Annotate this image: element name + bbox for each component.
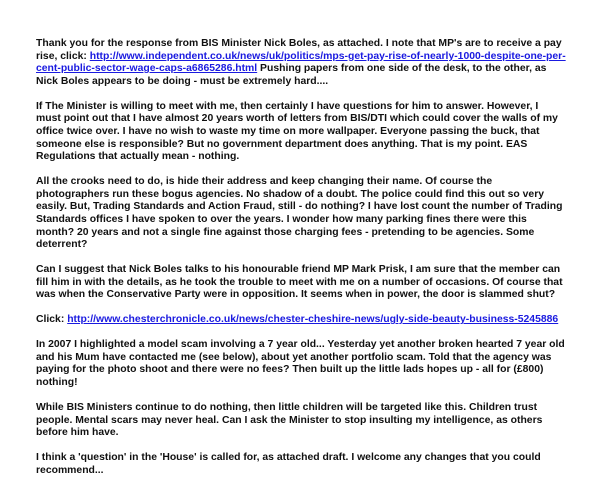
paragraph-click-link <box>36 314 566 327</box>
paragraph-crooks: All the crooks need to do, is hide their address and keep changing their name. Of course the photographers run these bogus agencies. No shadow of a doubt. The police could find this out so very easily. But, Trading Standards and Action Fraud, still - do nothing? I have lost count the number of Trading Standards offices I have spoken to over the years. I wonder how many parking fines there were this month? 20 years and not a single fine against those charging fees - pretending to be agencies. Some deterrent? <box>36 176 563 251</box>
independent-article-link[interactable]: http://www.independent.co.uk/news/uk/politics/mps-get-pay-rise-of-nearly-1000-despite-one-per-cent-public-sector-wage-caps-a6865286.html <box>36 50 566 75</box>
paragraph-bis-ministers: While BIS Ministers continue to do nothing, then little children will be targeted like this. Children trust people. Mental scars may never heal. Can I ask the Minister to stop insulting my intelligence, as others before him have. <box>36 402 543 439</box>
letter-body <box>36 38 566 490</box>
paragraph-text: Pushing papers from one side of the desk, to the other, as Nick Boles appears to be doing - must be extremely hard.... <box>36 63 547 87</box>
chester-chronicle-link[interactable]: http://www.chesterchronicle.co.uk/news/chester-cheshire-news/ugly-side-beauty-business-5245886 <box>67 314 559 326</box>
paragraph-model-scam: In 2007 I highlighted a model scam involving a 7 year old... Yesterday yet another broken hearted 7 year old and his Mum have contacted me (see below), about yet another portfolio scam. Told that the agency was paying for the photo shoot and there were no fees? Then built up the little lads hopes up - all for (£800) nothing! <box>36 339 565 389</box>
paragraph-text: Click: <box>36 314 68 326</box>
paragraph-text: Thank you for the response from BIS Minister Nick Boles, as attached. I note that MP's are to receive a pay rise, click: <box>36 38 562 62</box>
paragraph-house-question: I think a 'question' in the 'House' is called for, as attached draft. I welcome any changes that you could recommend... <box>36 452 541 476</box>
paragraph-minister-meeting: If The Minister is willing to meet with me, then certainly I have questions for him to answer. However, I must point out that I have almost 20 years worth of letters from BIS/DTI which could cover the walls of my office twice over. I have no wish to waste my time on more wallpaper. Everyone passing the buck, that someone else is responsible? But no government department does anything. That is my point. EAS Regulations that actually mean - nothing. <box>36 100 558 163</box>
paragraph-pay-rise <box>36 38 566 88</box>
paragraph-mark-prisk: Can I suggest that Nick Boles talks to his honourable friend MP Mark Prisk, I am sure that the member can fill him in with the details, as he took the trouble to meet with me on a number of occasions. Of course that was when the Conservative Party were in opposition. It seems when in power, the door is slammed shut? <box>36 264 563 301</box>
